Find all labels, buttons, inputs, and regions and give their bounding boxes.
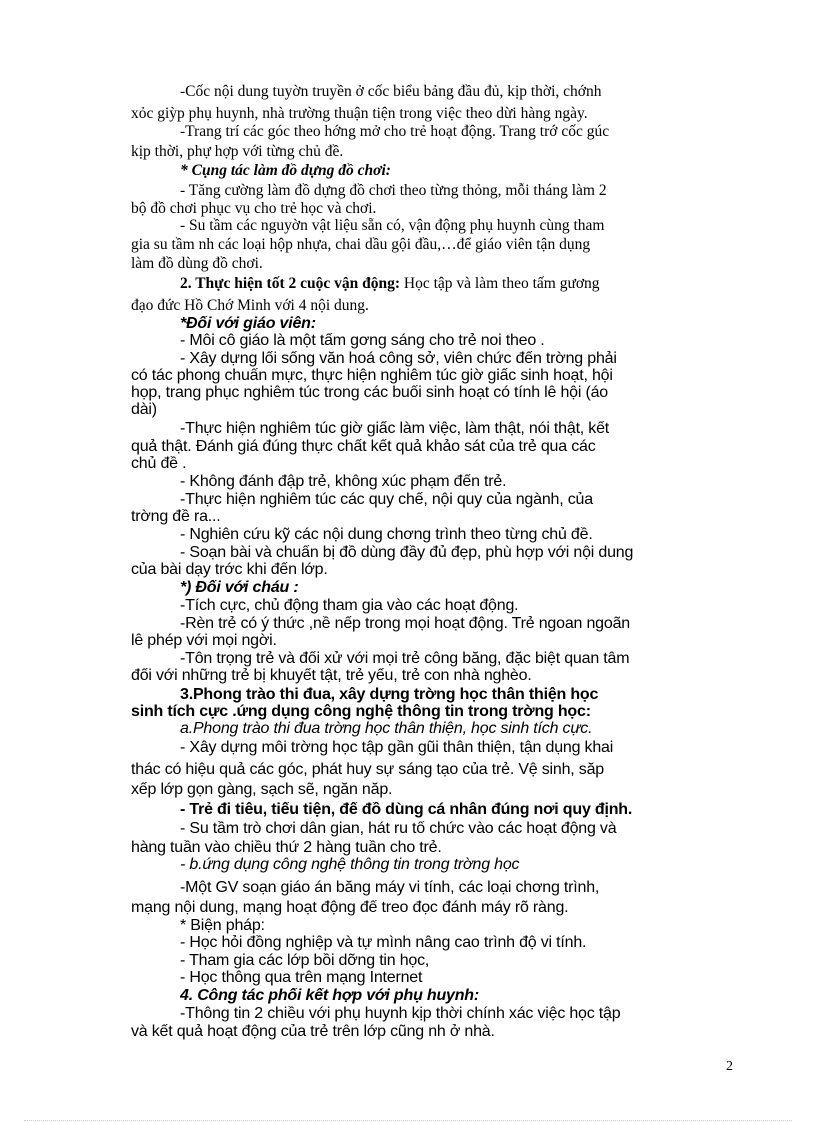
text-line: lễ phép với mọi ngời. [131, 633, 277, 649]
text-line: có tác phong chuẩn mực, thực hiện nghiêm túc giờ giấc sinh hoạt, hội [131, 368, 613, 384]
page-number: 2 [726, 1059, 733, 1074]
page-bottom-divider [24, 1120, 792, 1121]
section-heading: * Cụng tác làm đồ dựng đồ chơi: [180, 163, 391, 179]
text-line: - Không đánh đập trẻ, không xúc phạm đến trẻ. [180, 474, 507, 490]
text-line: - Soạn bài và chuẩn bị đồ dùng đầy đủ đẹp, phù hợp với nội dung [180, 545, 634, 561]
text-line: mạng nội dung, mạng hoạt động để treo đọc đánh máy rõ ràng. [131, 900, 569, 916]
text-line: - Học hỏi đồng nghiệp và tự mình nâng cao trình độ vi tính. [180, 935, 587, 951]
text-line: - Tăng cường làm đồ dựng đồ chơi theo từng thỏng, mỗi tháng làm 2 [180, 183, 607, 199]
section-heading-4: 4. Công tác phối kết hợp với phụ huynh: [180, 988, 480, 1004]
text-line: -Tích cực, chủ động tham gia vào các hoạt động. [180, 598, 519, 614]
text-line: -Trang trí các góc theo hớng mở cho trẻ hoạt động. Trang trớ cốc gúc [180, 124, 610, 140]
text-line: hàng tuần vào chiều thứ 2 hàng tuần cho trẻ. [131, 840, 442, 856]
text-line: trờng đề ra... [131, 509, 221, 525]
text-line: - Xây dựng lối sống văn hoá công sở, viên chức đến trờng phải [180, 351, 617, 367]
text-line: - Su tầm các nguyờn vật liệu sẵn có, vận động phụ huynh cùng tham [180, 218, 605, 234]
text-line: - Tham gia các lớp bồi dỡng tin học, [180, 953, 430, 969]
text-line: - Nghiên cứu kỹ các nội dung chơng trình theo từng chủ đề. [180, 527, 593, 543]
section-heading-3: 3.Phong trào thi đua, xây dựng trờng học thân thiện học [180, 687, 599, 703]
heading-2-bold: 2. Thực hiện tốt 2 cuộc vận động: [180, 276, 401, 292]
text-line: quả thật. Đánh giá đúng thực chất kết quả khảo sát của trẻ qua các [131, 439, 596, 455]
section-heading-3-cont: sinh tích cực .ứng dụng công nghệ thông tin trong trờng học: [131, 704, 591, 720]
text-line: chủ đề . [131, 456, 187, 472]
subsection-heading: a.Phong trào thi đua trờng học thân thiện, học sinh tích cực. [180, 721, 593, 737]
text-line: làm đồ dùng đồ chơi. [131, 256, 263, 272]
text-line: - Trẻ đi tiêu, tiểu tiện, để đồ dùng cá nhân đúng nơi quy định. [180, 802, 633, 818]
text-line: -Rèn trẻ có ý thức ,nề nếp trong mọi hoạt động. Trẻ ngoan ngoãn [180, 616, 630, 632]
text-line: thác có hiệu quả các góc, phát huy sự sáng tạo của trẻ. Vệ sinh, sắp [131, 762, 604, 778]
text-line: xếp lớp gọn gàng, sạch sẽ, ngăn nắp. [131, 782, 393, 798]
subsection-heading: *Đối với giáo viên: [180, 316, 316, 332]
text-line: * Biện pháp: [180, 918, 265, 934]
text-line: kịp thời, phự hợp với từng chủ đề. [131, 144, 344, 160]
subsection-heading: *) Đối với cháu : [180, 580, 299, 596]
subsection-heading: - b.ứng dụng công nghệ thông tin trong trờng học [180, 857, 520, 873]
text-line: - Mỗi cô giáo là một tấm gơng sáng cho trẻ noi theo . [180, 333, 545, 349]
text-line: -Một GV soạn giáo án bằng máy vi tính, các loại chơng trình, [180, 880, 600, 896]
text-line: xỏc giỳp phụ huynh, nhà trường thuận tiện trong việc theo dừi hàng ngày. [131, 106, 588, 122]
text-line: -Tôn trọng trẻ và đối xử với mọi trẻ công bằng, đặc biệt quan tâm [180, 651, 630, 667]
text-line: họp, trang phục nghiêm túc trong các buổi sinh hoạt có tính lễ hội (áo [131, 385, 608, 401]
text-line: đối với những trẻ bị khuyết tật, trẻ yếu, trẻ con nhà nghèo. [131, 668, 532, 684]
text-line: - Xây dựng môi trờng học tập gần gũi thân thiện, tận dụng khai [180, 740, 614, 756]
heading-2-rest: Học tập và làm theo tấm gương [403, 276, 600, 292]
text-line: -Thông tin 2 chiều với phụ huynh kịp thời chính xác việc học tập [180, 1006, 621, 1022]
text-line: gia su tầm nh các loại hộp nhựa, chai dầu gội đầu,…để giáo viên tận dụng [131, 237, 591, 253]
text-line: - Su tầm trò chơi dân gian, hát ru tổ chức vào các hoạt động và [180, 821, 617, 837]
text-line: của bài dạy trớc khi đến lớp. [131, 562, 328, 578]
text-line: bộ đồ chơi phục vụ cho trẻ học và chơi. [131, 201, 377, 217]
section-heading-2 [180, 276, 740, 292]
text-line: và kết quả hoạt động của trẻ trên lớp cũng nh ở nhà. [131, 1024, 495, 1040]
text-line: đạo đức Hồ Chớ Minh với 4 nội dung. [131, 298, 369, 314]
text-line: dài) [131, 402, 157, 418]
text-line: -Cốc nội dung tuyờn truyền ở cốc biểu bảng đầu đủ, kịp thời, chớnh [180, 84, 602, 100]
text-line: - Học thông qua trên mạng Internet [180, 970, 423, 986]
text-line: -Thực hiện nghiêm túc các quy chế, nội quy của ngành, của [180, 492, 593, 508]
text-line: -Thực hiện nghiêm túc giờ giấc làm việc, làm thật, nói thật, kết [180, 421, 610, 437]
